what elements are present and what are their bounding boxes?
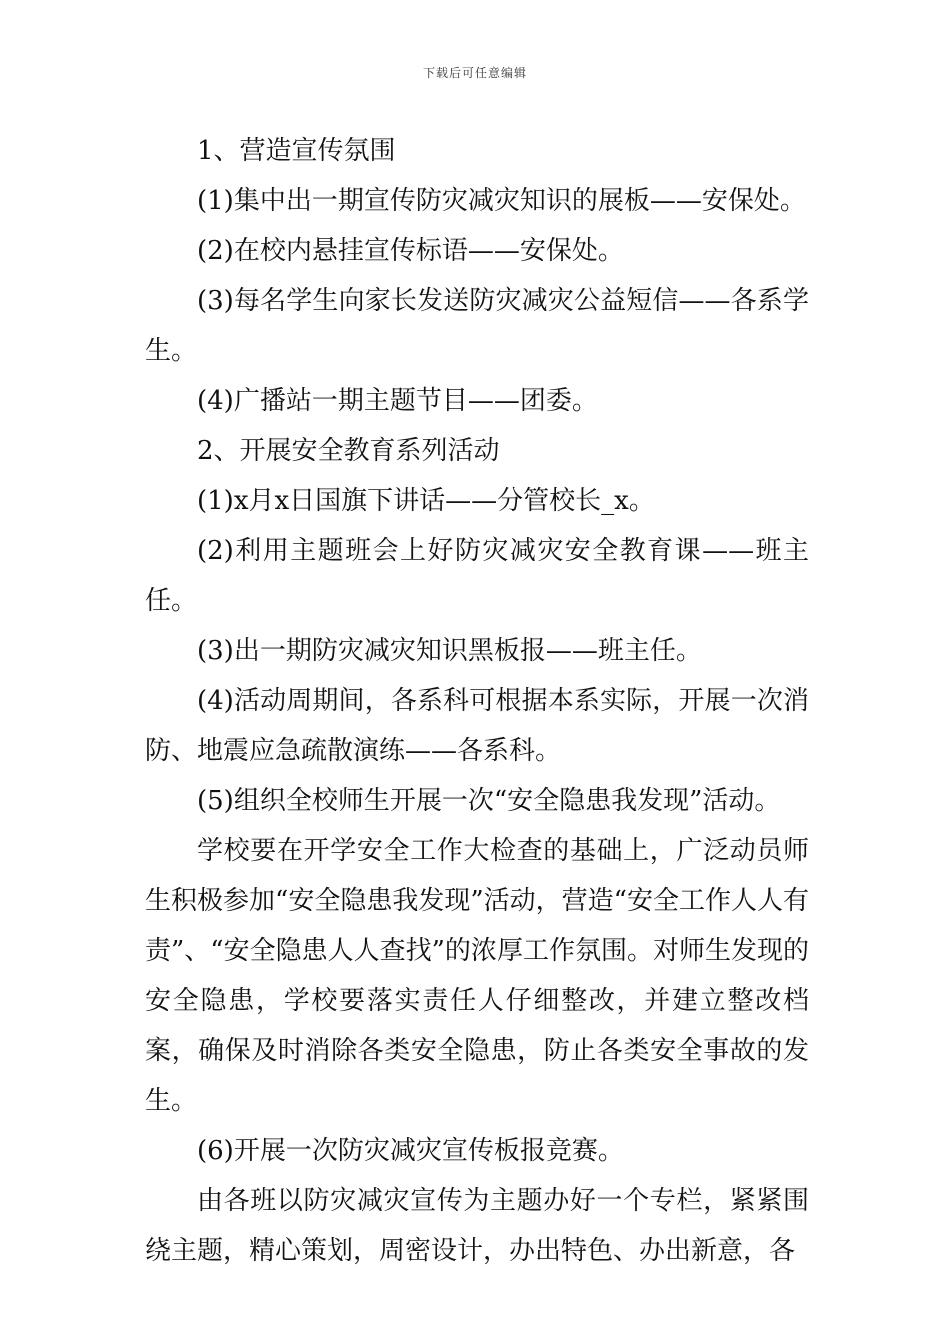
list-item: (3)出一期防灾减灾知识黑板报——班主任。	[197, 636, 702, 666]
list-item: (5)组织全校师生开展一次“安全隐患我发现”活动。	[197, 786, 781, 816]
page-header: 下载后可任意编辑	[422, 66, 527, 80]
list-item: (6)开展一次防灾减灾宣传板报竞赛。	[197, 1136, 624, 1166]
list-item: (2)在校内悬挂宣传标语——安保处。	[197, 236, 624, 266]
section-heading-2: 2、开展安全教育系列活动	[197, 436, 500, 466]
list-item: (3)每名学生向家长发送防灾减灾公益短信——各系学生。	[145, 286, 809, 366]
list-item: (1)集中出一期宣传防灾减灾知识的展板——安保处。	[197, 186, 806, 216]
body-paragraph: 由各班以防灾减灾宣传为主题办好一个专栏，紧紧围绕主题，精心策划，周密设计，办出特色、办出新意，各	[145, 1186, 809, 1266]
section-heading-1: 1、营造宣传氛围	[197, 136, 396, 166]
document-body	[145, 126, 809, 1276]
list-item: (2)利用主题班会上好防灾减灾安全教育课——班主任。	[145, 536, 809, 616]
body-paragraph: 学校要在开学安全工作大检查的基础上，广泛动员师生积极参加“安全隐患我发现”活动，营造“安全工作人人有责”、“安全隐患人人查找”的浓厚工作氛围。对师生发现的安全隐患，学校要落实责任人仔细整改，并建立整改档案，确保及时消除各类安全隐患，防止各类安全事故的发生。	[145, 836, 809, 1116]
list-item: (4)活动周期间，各系科可根据本系实际，开展一次消防、地震应急疏散演练——各系科。	[145, 686, 809, 766]
list-item: (4)广播站一期主题节目——团委。	[197, 386, 598, 416]
list-item: (1)x月x日国旗下讲话——分管校长_x。	[197, 486, 655, 516]
